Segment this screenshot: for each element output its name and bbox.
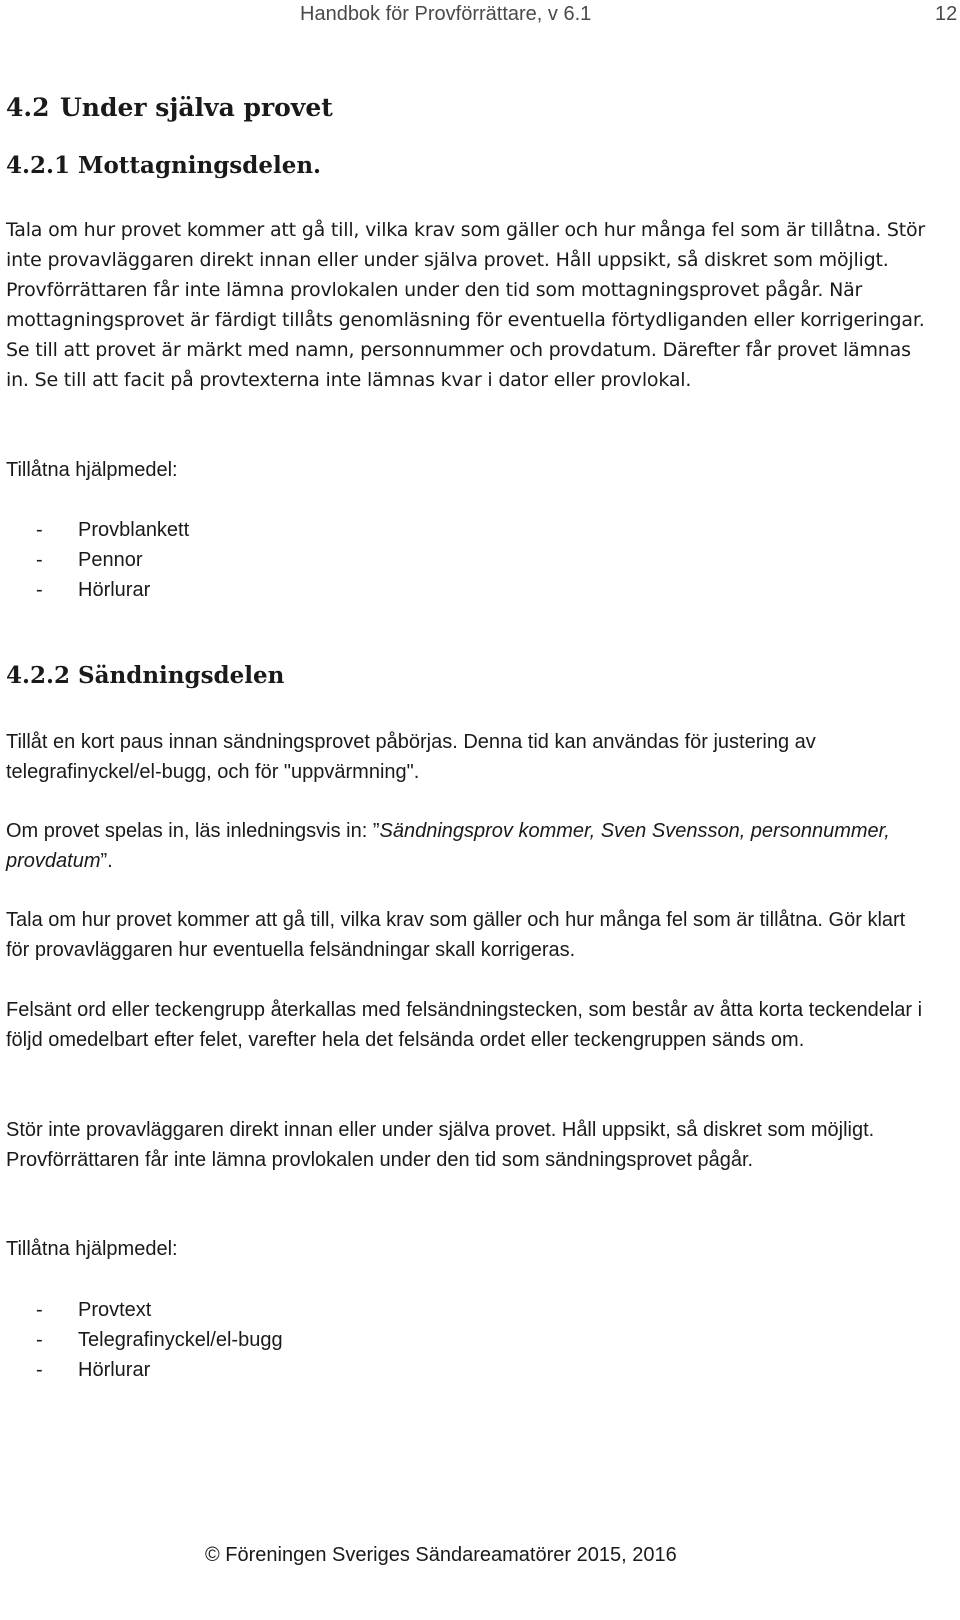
list-item: - Telegrafinyckel/el-bugg [6, 1325, 926, 1355]
header-title: Handbok för Provförrättare, v 6.1 [300, 3, 592, 25]
sending-paragraph-error-correction: Felsänt ord eller teckengrupp återkallas med felsändningstecken, som består av åtta korta teckendelar i följd omedelbart efter felet, varefter hela det felsända ordet eller teckengruppen sänds om. [6, 999, 923, 1051]
list-item: - Provblankett [6, 515, 926, 545]
page-footer: © Föreningen Sveriges Sändareamatörer 2015, 2016 [205, 1544, 677, 1566]
dash-bullet: - [36, 579, 43, 601]
section-number: 4.2.1 [6, 152, 71, 179]
list-item: - Hörlurar [6, 575, 926, 605]
sending-paragraph-rules: Tala om hur provet kommer att gå till, vilka krav som gäller och hur många fel som är tillåtna. Gör klart för provavläggaren hur eventuella felsändningar skall korrigeras. [6, 909, 906, 961]
section-number: 4.2.2 [6, 662, 71, 689]
allowed-aids-list-reception [6, 515, 926, 605]
section-heading-4-2-1 [6, 148, 321, 184]
dash-bullet: - [36, 519, 43, 541]
allowed-aids-label: Tillåtna hjälpmedel: [6, 459, 178, 481]
sending-paragraph-supervision: Stör inte provavläggaren direkt innan eller under själva provet. Håll uppsikt, så diskret som möjligt. Provförrättaren får inte lämna provlokalen under den tid som sändningsprovet pågår. [6, 1119, 875, 1171]
sending-paragraph-recording: Om provet spelas in, läs inledningsvis in: ”Sändningsprov kommer, Sven Svensson, personnummer, provdatum”. [6, 820, 890, 872]
list-item: - Pennor [6, 545, 926, 575]
dash-bullet: - [36, 1359, 43, 1381]
dash-bullet: - [36, 549, 43, 571]
sending-paragraph-pause: Tillåt en kort paus innan sändningsprovet påbörjas. Denna tid kan användas för justering av telegrafinyckel/el-bugg, och för "uppvärmning". [6, 731, 816, 783]
page-number: 12 [935, 3, 958, 25]
page-header [300, 0, 958, 30]
section-title: Mottagningsdelen. [78, 152, 322, 179]
section-number: 4.2 [6, 93, 50, 122]
list-item: - Hörlurar [6, 1355, 926, 1385]
dash-bullet: - [36, 1329, 43, 1351]
section-heading-4-2-2 [6, 658, 284, 694]
reception-paragraph: Tala om hur provet kommer att gå till, vilka krav som gäller och hur många fel som är tillåtna. Stör inte provavläggaren direkt innan eller under själva provet. Håll uppsikt, så diskret som möjligt. Provförrättaren får inte lämna provlokalen under den tid som mottagningsprovet pågår. När mottagningsprovet är färdigt tillåts genomläsning för eventuella förtydliganden eller korrigeringar. Se till att provet är märkt med namn, personnummer och provdatum. Därefter får provet lämnas in. Se till att facit på provtexterna inte lämnas kvar i dator eller provlokal. [6, 219, 926, 391]
allowed-aids-label: Tillåtna hjälpmedel: [6, 1238, 178, 1260]
list-item: - Provtext [6, 1295, 926, 1325]
section-heading-4-2 [6, 90, 333, 126]
section-title: Under själva provet [60, 93, 333, 122]
section-title: Sändningsdelen [78, 662, 285, 689]
dash-bullet: - [36, 1299, 43, 1321]
allowed-aids-list-sending [6, 1295, 926, 1385]
